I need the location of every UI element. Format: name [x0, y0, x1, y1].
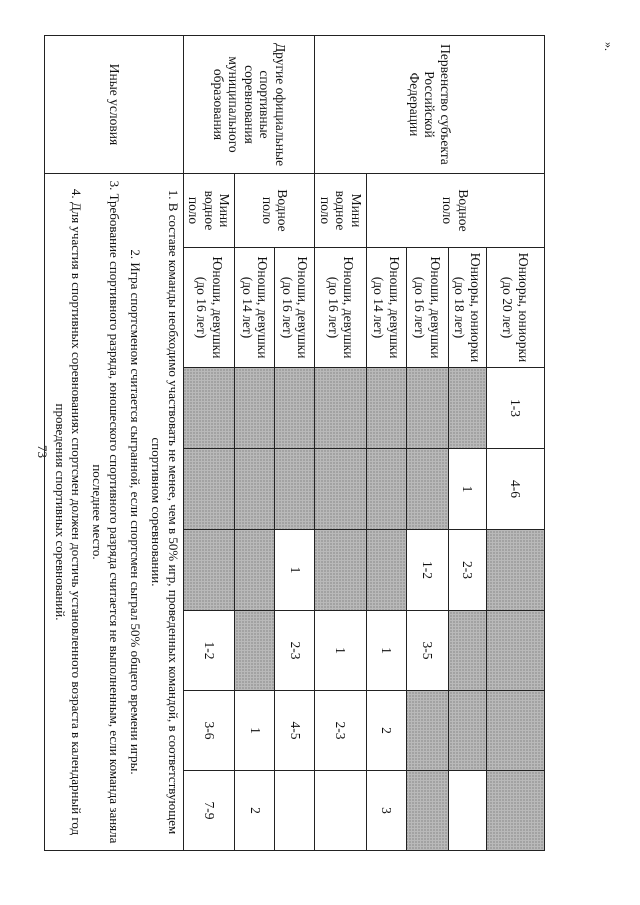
shaded-cell [183, 368, 235, 449]
sport-water-polo: Водное поло [367, 174, 545, 248]
group-label: Юноши, девушки (до 16 лет) [183, 248, 235, 368]
shaded-cell [275, 368, 315, 449]
table-cell: 4-6 [487, 449, 545, 530]
sport-water-polo: Водное поло [235, 174, 315, 248]
shaded-cell [487, 771, 545, 851]
shaded-cell [315, 530, 367, 611]
closing-quote-mark: ». [602, 42, 616, 51]
table-cell: 1 [449, 449, 487, 530]
table-cell: 7-9 [183, 771, 235, 851]
group-label: Юноши, девушки (до 14 лет) [235, 248, 275, 368]
shaded-cell [235, 368, 275, 449]
table-cell: 1-2 [183, 611, 235, 691]
section-other-conditions: Иные условия [44, 36, 183, 174]
table-cell: 1-2 [407, 530, 449, 611]
note-item: 3. Требование спортивного разряда, юношеского спортивного разряда считается не выполненным, если команда заняла последнее место. [90, 180, 123, 844]
notes-cell [44, 174, 183, 851]
shaded-cell [235, 449, 275, 530]
section-other-competitions: Другие официальные спортивные соревнования муниципального образования [183, 36, 315, 174]
table-cell: 1-3 [487, 368, 545, 449]
table-cell [449, 771, 487, 851]
table-row [44, 36, 183, 851]
shaded-cell [449, 368, 487, 449]
shaded-cell [183, 530, 235, 611]
table-cell: 4-5 [275, 691, 315, 771]
table-cell: 1 [367, 611, 407, 691]
shaded-cell [487, 530, 545, 611]
shaded-cell [367, 449, 407, 530]
table-cell: 2-3 [449, 530, 487, 611]
note-item: 2. Игра спортсменом считается сыгранной, если спортсмен сыграл 50% общего времени игры. [128, 249, 144, 775]
table-cell: 3-5 [407, 611, 449, 691]
shaded-cell [407, 368, 449, 449]
table-cell: 2-3 [275, 611, 315, 691]
shaded-cell [275, 449, 315, 530]
table-cell [315, 771, 367, 851]
group-label: Юноши, девушки (до 16 лет) [275, 248, 315, 368]
rotated-page [52, 35, 545, 850]
group-label: Юноши, девушки (до 14 лет) [367, 248, 407, 368]
table-cell: 2 [367, 691, 407, 771]
shaded-cell [367, 368, 407, 449]
shaded-cell [449, 691, 487, 771]
table-row [275, 36, 315, 851]
sport-mini-water-polo: Мини водное поло [183, 174, 235, 248]
shaded-cell [449, 611, 487, 691]
group-label: Юноши, девушки (до 16 лет) [407, 248, 449, 368]
table-cell: 3 [367, 771, 407, 851]
group-label: Юниоры, юниорки (до 20 лет) [487, 248, 545, 368]
shaded-cell [315, 449, 367, 530]
table-cell: 3-6 [183, 691, 235, 771]
qualification-table [44, 35, 545, 851]
table-row [487, 36, 545, 851]
shaded-cell [367, 530, 407, 611]
sport-mini-water-polo: Мини водное поло [315, 174, 367, 248]
table-cell: 2-3 [315, 691, 367, 771]
shaded-cell [183, 449, 235, 530]
table-cell: 2 [235, 771, 275, 851]
table-cell: 1 [315, 611, 367, 691]
table-cell: 1 [275, 530, 315, 611]
shaded-cell [407, 771, 449, 851]
note-item: 1. В составе команды необходимо участвовать не менее, чем в 50% игр, проведенных командой, в соответствующем спортивном соревновании. [149, 189, 181, 835]
note-item: 4. Для участия в спортивных соревнованиях спортсмен должен достичь установленного возраста в календарный год проведения спортивных соревнований. [52, 188, 85, 836]
table-cell: 1 [235, 691, 275, 771]
group-label: Юноши, девушки (до 16 лет) [315, 248, 367, 368]
shaded-cell [315, 368, 367, 449]
page-number: 73 [35, 445, 50, 458]
section-subject-championship: Первенство субъекта Российской Федерации [315, 36, 545, 174]
table-cell [275, 771, 315, 851]
shaded-cell [235, 611, 275, 691]
shaded-cell [407, 691, 449, 771]
shaded-cell [235, 530, 275, 611]
shaded-cell [487, 691, 545, 771]
shaded-cell [407, 449, 449, 530]
shaded-cell [487, 611, 545, 691]
group-label: Юниоры, юниорки (до 18 лет) [449, 248, 487, 368]
